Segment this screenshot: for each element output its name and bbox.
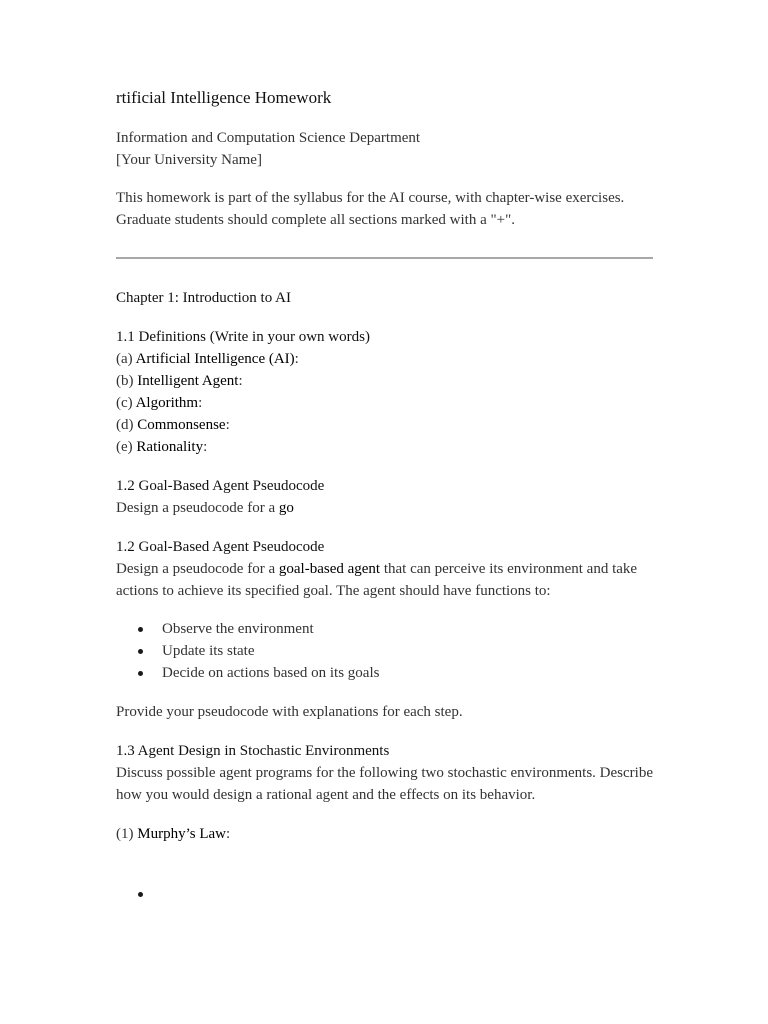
murphys-law-item — [116, 823, 230, 845]
item-term: Murphy’s Law — [137, 826, 226, 842]
definition-prefix: (a) — [116, 351, 136, 367]
document-title: rtificial Intelligence Homework — [116, 88, 332, 107]
department-line: Information and Computation Science Department — [116, 130, 421, 146]
section-text: Design a pseudocode for a — [116, 561, 279, 577]
bullet-item: Update its state — [162, 643, 255, 659]
item-prefix: (1) — [116, 826, 138, 842]
section-1-2-heading-first: 1.2 Goal-Based Agent Pseudocode — [116, 478, 325, 494]
horizontal-divider — [116, 257, 653, 259]
empty-bullet-dot — [138, 892, 143, 897]
definition-colon: : — [198, 395, 203, 411]
section-1-3-heading: 1.3 Agent Design in Stochastic Environments — [116, 743, 390, 759]
definition-term: Algorithm — [135, 395, 199, 411]
intro-line-2: Graduate students should complete all sections marked with a "+". — [116, 212, 515, 228]
section-1-2-text-line-1 — [116, 558, 637, 580]
section-1-3-text-line-2: how you would design a rational agent and the effects on its behavior. — [116, 787, 536, 803]
section-text: Design a pseudocode for a — [116, 500, 279, 516]
definition-colon: : — [225, 417, 230, 433]
definition-prefix: (c) — [116, 395, 136, 411]
section-1-2-truncated-text — [116, 497, 294, 519]
definition-item-a — [116, 348, 299, 370]
definition-item-e — [116, 436, 207, 458]
bullet-item: Observe the environment — [162, 621, 314, 637]
section-text-rest: that can perceive its environment and take — [380, 561, 638, 577]
definition-term: Rationality — [136, 439, 204, 455]
section-1-3-text-line-1: Discuss possible agent programs for the following two stochastic environments. Describe — [116, 765, 653, 781]
university-line: [Your University Name] — [116, 152, 262, 168]
section-1-1-heading: 1.1 Definitions (Write in your own words) — [116, 329, 370, 345]
bullet-dot — [138, 627, 143, 632]
definition-item-c — [116, 392, 202, 414]
definition-colon: : — [203, 439, 208, 455]
section-1-2-heading: 1.2 Goal-Based Agent Pseudocode — [116, 539, 325, 555]
definition-colon: : — [238, 373, 243, 389]
intro-line-1: This homework is part of the syllabus for the AI course, with chapter-wise exercises. — [116, 190, 625, 206]
definition-item-b — [116, 370, 243, 392]
section-1-2-text-line-2: actions to achieve its specified goal. The agent should have functions to: — [116, 583, 551, 599]
bullet-dot — [138, 649, 143, 654]
definition-prefix: (e) — [116, 439, 137, 455]
section-1-2-closing: Provide your pseudocode with explanations for each step. — [116, 704, 463, 720]
bullet-dot — [138, 671, 143, 676]
definition-term: Artificial Intelligence (AI) — [135, 351, 295, 367]
definition-term: Commonsense — [137, 417, 226, 433]
definition-item-d — [116, 414, 230, 436]
definition-prefix: (b) — [116, 373, 138, 389]
definition-term: Intelligent Agent — [137, 373, 239, 389]
bullet-item: Decide on actions based on its goals — [162, 665, 380, 681]
section-term: goal-based agent — [278, 561, 381, 577]
item-colon: : — [226, 826, 231, 842]
definition-colon: : — [294, 351, 299, 367]
section-term: go — [278, 500, 294, 516]
definition-prefix: (d) — [116, 417, 138, 433]
chapter-heading: Chapter 1: Introduction to AI — [116, 290, 291, 306]
